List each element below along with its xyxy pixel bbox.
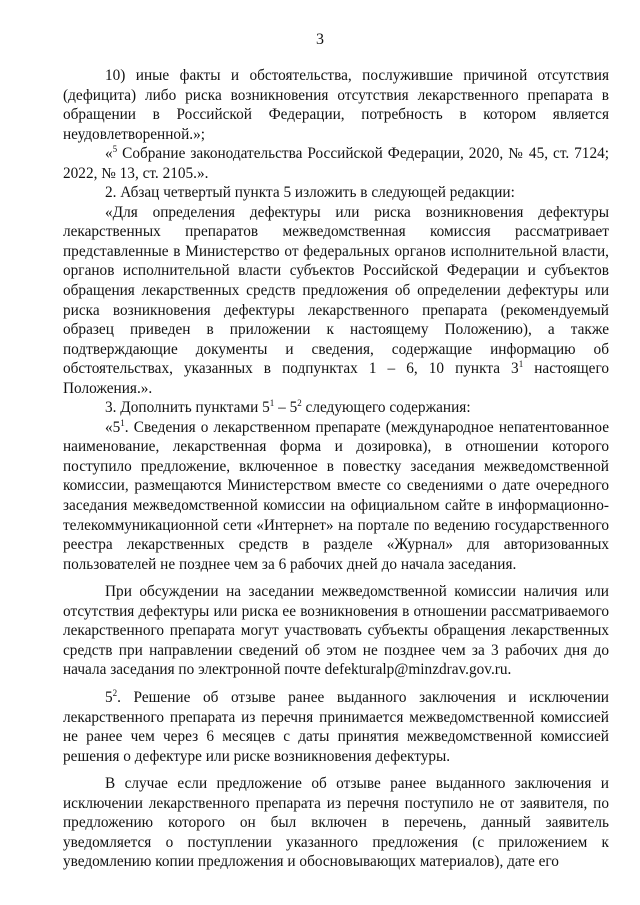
paragraph-text: 3. Дополнить пунктами 5: [105, 399, 270, 417]
paragraph-6: [63, 418, 609, 574]
paragraph-text: При обсуждении на заседании межведомственной комиссии наличия или отсутствия дефектуры или риска ее возникновения в отношении рассматриваемого лекарственного препарата могут участвовать субъекты обращения лекарственных средств при направлении сведений об этом не позднее чем за 3 рабочих дня до начала заседания по электронной почте defekturalp@minzdrav.gov.ru.: [63, 583, 609, 679]
paragraph-text: 2. Абзац четвертый пункта 5 изложить в следующей редакции:: [105, 184, 515, 202]
superscript: 2: [297, 398, 302, 409]
paragraph-text: настоящего Положения.».: [63, 360, 609, 397]
page-number: 3: [316, 31, 324, 48]
paragraph-text: В случае если предложение об отзыве ранее выданного заключения и исключении лекарственного препарата из перечня поступило не от заявителя, по предложению которого он был включен в перечень, данный заявитель уведомляется о поступлении указанного предложения (с приложением к уведомлению копии предложения и обосновывающих материалов), дате его: [63, 775, 609, 871]
paragraph-9: [63, 774, 609, 872]
paragraph-text: Собрание законодательства Российской Федерации, 2020, № 45, ст. 7124; 2022, № 13, ст. 2105.».: [63, 145, 609, 182]
superscript: 1: [120, 417, 125, 428]
paragraph-5: [63, 398, 609, 418]
paragraph-text: «5: [105, 418, 121, 436]
paragraph-text: следующего содержания:: [301, 399, 471, 417]
paragraph-7: [63, 582, 609, 680]
paragraph-text: – 5: [274, 399, 298, 417]
superscript: 5: [112, 144, 118, 155]
paragraph-4: [63, 203, 609, 398]
superscript: 1: [269, 398, 275, 409]
document-body: [63, 66, 609, 872]
superscript: 1: [518, 359, 524, 370]
paragraph-8: [63, 688, 609, 766]
paragraph-2: [63, 144, 609, 183]
paragraph-text: «: [105, 145, 113, 163]
paragraph-1: [63, 66, 609, 144]
paragraph-text: . Сведения о лекарственном препарате (международное непатентованное наименование, лекарственная форма и дозировка), в отношении которого поступило предложение, включенное в повестку заседания межведомственной комиссии, размещаются Министерством вместе со сведениями о дате очередного заседания межведомственной комиссии на официальном сайте в информационно-телекоммуникационной сети «Интернет» на портале по ведению государственного реестра лекарственных средств в разделе «Журнал» для авторизованных пользователей не позднее чем за 6 рабочих дней до начала заседания.: [63, 418, 609, 573]
superscript: 2: [112, 687, 118, 698]
paragraph-3: [63, 183, 609, 203]
paragraph-text: . Решение об отзыве ранее выданного заключения и исключении лекарственного препарата из перечня принимается межведомственной комиссией не ранее чем через 6 месяцев с даты принятия межведомственной комиссией решения о дефектуре или риске возникновения дефектуры.: [63, 688, 609, 765]
paragraph-text: 5: [105, 688, 113, 706]
paragraph-text: «Для определения дефектуры или риска возникновения дефектуры лекарственных препаратов межведомственная комиссия рассматривает представленные в Министерство от федеральных органов исполнительной власти, органов исполнительной власти субъектов Российской Федерации и субъектов обращения лекарственных средств предложения об определении дефектуры или риска возникновения дефектуры лекарственного препарата (рекомендуемый образец приведен в приложении к настоящему Положению), а также подтверждающие документы и сведения, содержащие информацию об обстоятельствах, указанных в подпунктах 1 – 6, 10 пункта 3: [63, 203, 609, 378]
paragraph-text: 10) иные факты и обстоятельства, послужившие причиной отсутствия (дефицита) либо риска возникновения отсутствия лекарственного препарата в обращении в Российской Федерации, потребность в котором является неудовлетворенной.»;: [63, 67, 609, 143]
